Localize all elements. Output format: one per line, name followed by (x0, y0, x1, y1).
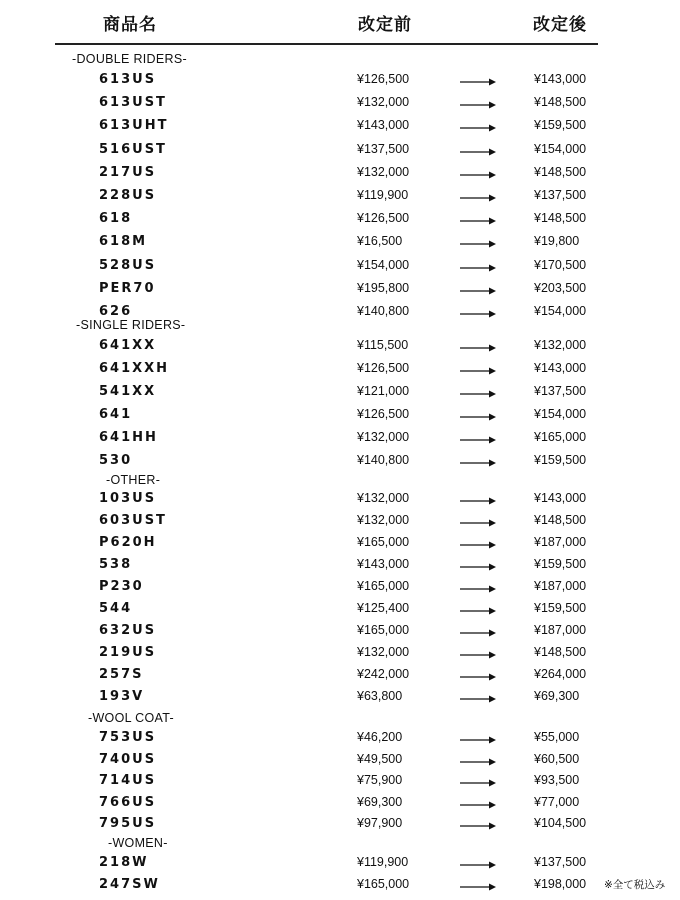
price-row (0, 407, 680, 427)
price-after: ¥132,000 (534, 338, 587, 352)
price-row (0, 142, 680, 162)
price-after: ¥93,500 (534, 773, 580, 788)
price-row (0, 773, 680, 793)
price-before: ¥49,500 (357, 751, 403, 766)
arrow-right-icon (460, 101, 496, 109)
price-after: ¥203,500 (534, 280, 587, 295)
price-before: ¥132,000 (357, 645, 410, 659)
arrow-right-icon (460, 413, 496, 421)
price-after: ¥154,000 (534, 407, 587, 421)
price-after: ¥143,000 (534, 72, 587, 86)
product-name: 632US (99, 623, 157, 638)
arrow-right-icon (460, 758, 496, 766)
price-after: ¥148,500 (534, 164, 587, 179)
arrow-right-icon (460, 736, 496, 744)
price-before: ¥119,900 (357, 855, 409, 869)
price-before: ¥121,000 (357, 384, 410, 398)
product-name: 247SW (99, 877, 160, 892)
price-before: ¥46,200 (357, 730, 403, 744)
price-after: ¥137,500 (534, 384, 587, 398)
arrow-right-icon (460, 563, 496, 571)
arrow-right-icon (460, 78, 496, 86)
price-after: ¥104,500 (534, 816, 587, 831)
price-before: ¥132,000 (357, 491, 410, 505)
product-name: 641XX (99, 338, 157, 353)
price-row (0, 579, 680, 599)
price-row (0, 234, 680, 254)
product-name: 603UST (99, 513, 167, 528)
price-row (0, 211, 680, 231)
arrow-right-icon (460, 779, 496, 787)
price-row (0, 535, 680, 555)
price-row (0, 877, 680, 897)
price-before: ¥126,500 (357, 211, 410, 226)
product-name: 613US (99, 72, 157, 87)
product-name: 544 (99, 601, 133, 616)
product-name: 218W (99, 855, 149, 870)
arrow-right-icon (460, 519, 496, 527)
price-after: ¥187,000 (534, 579, 587, 593)
arrow-right-icon (460, 585, 496, 593)
price-before: ¥242,000 (357, 667, 410, 681)
price-row (0, 361, 680, 381)
price-row (0, 752, 680, 772)
product-name: 613UST (99, 95, 167, 111)
price-before: ¥143,000 (357, 118, 410, 133)
price-before: ¥140,800 (357, 453, 410, 467)
header-product-name: 商品名 (103, 15, 157, 35)
section-title: -DOUBLE RIDERS- (72, 52, 187, 66)
arrow-right-icon (460, 651, 496, 659)
arrow-right-icon (460, 390, 496, 398)
price-row (0, 118, 680, 138)
price-after: ¥137,500 (534, 188, 587, 202)
price-before: ¥63,800 (357, 689, 403, 703)
section-title: -WOMEN- (108, 836, 168, 850)
arrow-right-icon (460, 607, 496, 615)
price-before: ¥126,500 (357, 407, 410, 421)
arrow-right-icon (460, 344, 496, 352)
price-before: ¥195,800 (357, 280, 410, 295)
product-name: 641XXH (99, 361, 170, 376)
product-name: 257S (99, 667, 144, 682)
product-name: 641HH (99, 430, 158, 445)
product-name: P230 (99, 579, 144, 594)
price-row (0, 645, 680, 665)
section-title: -WOOL COAT- (88, 711, 174, 725)
arrow-right-icon (460, 217, 496, 225)
product-name: 626 (99, 304, 133, 319)
price-before: ¥126,500 (357, 72, 410, 86)
arrow-right-icon (460, 459, 496, 467)
price-row (0, 165, 680, 185)
product-name: 193V (99, 689, 145, 704)
arrow-right-icon (460, 310, 496, 318)
arrow-right-icon (460, 148, 496, 156)
price-before: ¥132,000 (357, 164, 410, 179)
price-after: ¥159,500 (534, 118, 587, 133)
price-after: ¥264,000 (534, 667, 587, 681)
product-name: 228US (99, 188, 157, 203)
price-after: ¥159,500 (534, 601, 587, 615)
arrow-right-icon (460, 264, 496, 272)
header-price-after: 改定後 (533, 15, 587, 35)
price-after: ¥170,500 (534, 257, 587, 272)
product-name: 641 (99, 407, 133, 422)
arrow-right-icon (460, 883, 496, 891)
price-after: ¥165,000 (534, 430, 587, 444)
price-row (0, 601, 680, 621)
price-row (0, 623, 680, 643)
arrow-right-icon (460, 541, 496, 549)
product-name: 516UST (99, 141, 167, 157)
arrow-right-icon (460, 497, 496, 505)
price-after: ¥77,000 (534, 794, 580, 809)
price-after: ¥198,000 (534, 877, 587, 891)
arrow-right-icon (460, 124, 496, 132)
price-after: ¥187,000 (534, 535, 587, 549)
price-row (0, 430, 680, 450)
price-row (0, 689, 680, 709)
price-row (0, 258, 680, 278)
price-after: ¥154,000 (534, 141, 587, 156)
price-after: ¥69,300 (534, 689, 580, 703)
price-before: ¥165,000 (357, 623, 410, 637)
price-after: ¥154,000 (534, 304, 587, 318)
tax-note: ※全て税込み (604, 879, 666, 891)
product-name: 613UHT (99, 118, 169, 134)
price-after: ¥148,500 (534, 211, 587, 226)
price-before: ¥154,000 (357, 257, 410, 272)
price-after: ¥55,000 (534, 730, 580, 744)
arrow-right-icon (460, 801, 496, 809)
price-row (0, 338, 680, 358)
price-row (0, 188, 680, 208)
price-row (0, 491, 680, 511)
price-row (0, 667, 680, 687)
price-before: ¥75,900 (357, 773, 403, 788)
arrow-right-icon (460, 240, 496, 248)
price-after: ¥148,500 (534, 95, 587, 110)
price-before: ¥132,000 (357, 430, 410, 444)
header-price-before: 改定前 (358, 15, 412, 35)
section-title: -OTHER- (106, 473, 161, 487)
product-name: 618M (99, 234, 148, 250)
arrow-right-icon (460, 673, 496, 681)
product-name: 795US (99, 816, 157, 832)
price-row (0, 72, 680, 92)
price-after: ¥19,800 (534, 234, 580, 249)
price-before: ¥132,000 (357, 513, 410, 527)
price-before: ¥140,800 (357, 304, 410, 318)
price-after: ¥148,500 (534, 513, 587, 527)
price-row (0, 281, 680, 301)
price-row (0, 855, 680, 875)
price-after: ¥159,500 (534, 453, 587, 467)
price-row (0, 795, 680, 815)
price-row (0, 453, 680, 473)
product-name: PER70 (99, 280, 156, 296)
price-after: ¥143,000 (534, 361, 587, 375)
arrow-right-icon (460, 171, 496, 179)
price-after: ¥148,500 (534, 645, 587, 659)
arrow-right-icon (460, 367, 496, 375)
arrow-right-icon (460, 629, 496, 637)
product-name: 766US (99, 794, 157, 810)
price-row (0, 730, 680, 750)
price-before: ¥137,500 (357, 141, 410, 156)
arrow-right-icon (460, 861, 496, 869)
price-after: ¥60,500 (534, 751, 580, 766)
product-name: 530 (99, 453, 133, 468)
price-before: ¥143,000 (357, 557, 410, 571)
product-name: P620H (99, 535, 157, 550)
price-before: ¥16,500 (357, 234, 403, 249)
arrow-right-icon (460, 822, 496, 830)
price-before: ¥119,900 (357, 188, 409, 202)
price-row (0, 816, 680, 836)
arrow-right-icon (460, 287, 496, 295)
price-before: ¥126,500 (357, 361, 410, 375)
price-before: ¥165,000 (357, 877, 410, 891)
product-name: 618 (99, 211, 133, 227)
price-after: ¥187,000 (534, 623, 587, 637)
product-name: 219US (99, 645, 157, 660)
price-row (0, 513, 680, 533)
price-before: ¥165,000 (357, 579, 410, 593)
arrow-right-icon (460, 194, 496, 202)
price-after: ¥159,500 (534, 557, 587, 571)
product-name: 528US (99, 257, 157, 273)
price-before: ¥69,300 (357, 794, 403, 809)
product-name: 217US (99, 164, 157, 180)
product-name: 753US (99, 730, 157, 745)
price-before: ¥165,000 (357, 535, 410, 549)
product-name: 714US (99, 773, 157, 789)
price-row (0, 384, 680, 404)
price-before: ¥115,500 (357, 338, 409, 352)
price-before: ¥125,400 (357, 601, 410, 615)
price-before: ¥97,900 (357, 816, 403, 831)
product-name: 103US (99, 491, 157, 506)
price-before: ¥132,000 (357, 95, 410, 110)
section-title: -SINGLE RIDERS- (76, 318, 186, 332)
price-after: ¥143,000 (534, 491, 587, 505)
product-name: 740US (99, 751, 157, 767)
arrow-right-icon (460, 436, 496, 444)
price-row (0, 95, 680, 115)
price-after: ¥137,500 (534, 855, 587, 869)
price-row (0, 557, 680, 577)
product-name: 541XX (99, 384, 157, 399)
product-name: 538 (99, 557, 133, 572)
arrow-right-icon (460, 695, 496, 703)
